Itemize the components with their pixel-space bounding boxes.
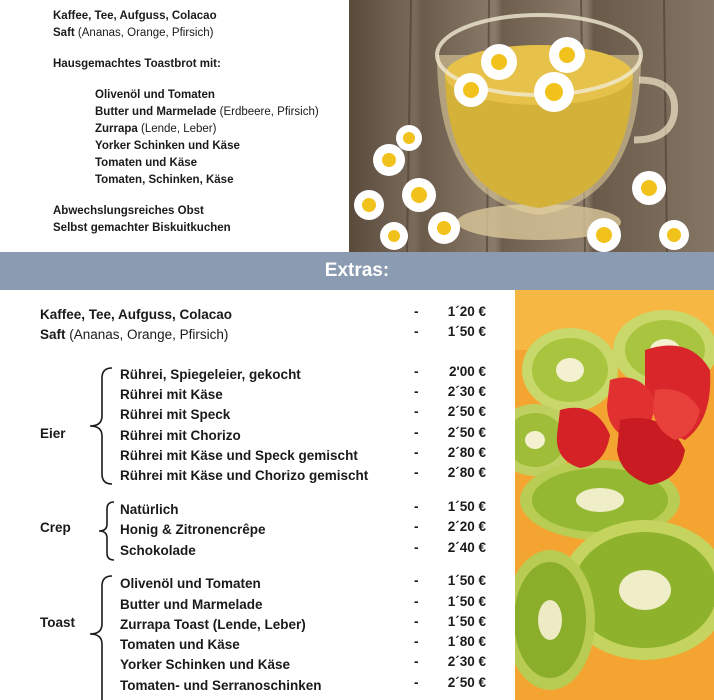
price-dash: - [414,445,419,460]
toast-item-price: 1´50 € [447,594,486,609]
menu-item-price: 1´50 € [447,324,486,339]
breakfast-drinks-line: Kaffee, Tee, Aufguss, Colacao [53,10,217,22]
juice-label: Saft [53,27,75,39]
toast-item-price: 2´50 € [447,675,486,690]
price-dash: - [414,465,419,480]
price-dash: - [414,654,419,669]
price-dash: - [414,304,419,319]
toast-item: Tomaten- und Serranoschinken [120,677,322,693]
egg-item: Rührei mit Käse und Speck gemischt [120,447,358,463]
price-dash: - [414,499,419,514]
egg-item: Rührei mit Chorizo [120,427,241,443]
toast-option-detail: (Erdbeere, Pfirsich) [216,106,319,118]
toast-item-price: 1´80 € [447,634,486,649]
menu-item [40,324,228,344]
toast-option [95,155,319,172]
price-dash: - [414,675,419,690]
egg-item-price: 2'00 € [449,364,486,379]
toast-option [95,87,319,104]
price-dash: - [414,540,419,555]
menu-item-name [40,307,232,322]
toast-item-price: 1´50 € [447,573,486,588]
toast-item-price: 1´50 € [447,614,486,629]
fruit-illustration [515,290,714,700]
crepe-group-label: Crep [40,520,71,535]
menu-item-name-detail: (Ananas, Orange, Pfirsich) [65,326,229,342]
price-dash: - [414,384,419,399]
toast-item: Butter und Marmelade [120,596,263,612]
toast-option-name: Tomaten, Schinken, Käse [95,174,234,186]
fruit-line: Abwechslungsreiches Obst [53,205,204,217]
price-dash: - [414,573,419,588]
toast-item: Yorker Schinken und Käse [120,656,291,672]
egg-item-price: 2´50 € [447,425,486,440]
kiwi-strawberry-photo [515,290,714,700]
price-dash: - [414,404,419,419]
toast-option [95,172,319,189]
toast-option-name: Butter und Marmelade [95,106,217,118]
eggs-group-label: Eier [40,426,66,441]
crepe-item-price: 2´40 € [447,540,486,555]
crepe-item: Honig & Zitronencrêpe [120,521,266,537]
menu-item [40,304,232,324]
toast-option-name: Olivenöl und Tomaten [95,89,215,101]
egg-item-price: 2´80 € [447,465,486,480]
toast-option-name: Yorker Schinken und Käse [95,140,240,152]
toast-heading: Hausgemachtes Toastbrot mit: [53,58,221,70]
menu-item-name-bold: Kaffee, Tee, Aufguss, Colacao [40,306,233,322]
toast-option-name: Tomaten und Käse [95,157,198,169]
chamomile-tea-illustration [349,0,714,252]
price-dash: - [414,634,419,649]
toast-item-price: 2´30 € [447,654,486,669]
toast-options-list [53,87,319,189]
breakfast-juice-line [53,25,319,42]
price-dash: - [414,324,419,339]
price-dash: - [414,425,419,440]
toast-brace-icon [86,574,116,700]
crepe-item: Schokolade [120,542,196,558]
crepe-item-price: 2´20 € [447,519,486,534]
crepe-item-price: 1´50 € [447,499,486,514]
extras-price-list [0,290,515,700]
toast-item: Zurrapa Toast (Lende, Leber) [120,616,306,632]
breakfast-section [0,0,714,252]
toast-option [95,138,319,155]
price-dash: - [414,614,419,629]
menu-item-price: 1´20 € [447,304,486,319]
price-dash: - [414,594,419,609]
egg-item-price: 2´80 € [447,445,486,460]
toast-option-detail: (Lende, Leber) [137,123,217,135]
menu-item-name [40,327,228,342]
chamomile-tea-photo [349,0,714,252]
menu-item-name-bold: Saft [40,326,66,342]
eggs-brace-icon [86,366,116,486]
breakfast-menu-text [53,8,319,237]
egg-item: Rührei mit Käse [120,386,223,402]
juice-flavors: (Ananas, Orange, Pfirsich) [74,27,214,39]
egg-item-price: 2´30 € [447,384,486,399]
price-dash: - [414,519,419,534]
crepe-brace-icon [96,500,118,562]
toast-item: Tomaten und Käse [120,636,240,652]
toast-option [95,121,319,138]
egg-item: Rührei, Spiegeleier, gekocht [120,366,301,382]
crepe-item: Natürlich [120,501,179,517]
price-dash: - [414,364,419,379]
cake-line: Selbst gemachter Biskuitkuchen [53,222,231,234]
extras-banner [0,252,714,290]
toast-group-label: Toast [40,615,76,630]
egg-item: Rührei mit Speck [120,406,231,422]
egg-item: Rührei mit Käse und Chorizo gemischt [120,467,369,483]
toast-option [95,104,319,121]
egg-item-price: 2´50 € [447,404,486,419]
extras-title: Extras: [324,260,390,281]
toast-option-name: Zurrapa [95,123,138,135]
toast-item: Olivenöl und Tomaten [120,575,261,591]
